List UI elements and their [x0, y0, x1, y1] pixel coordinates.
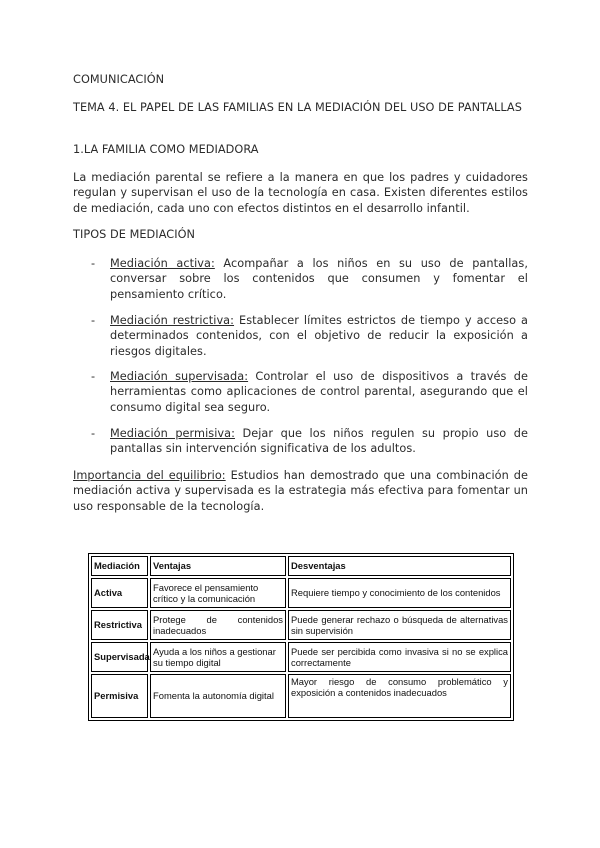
importance-text: Estudios han demostrado que una combinación de mediación activa y supervisada es la estrategia más efectiva para fomentar un uso responsable de la tecnología. [73, 469, 528, 513]
bullet-mediacion-permisiva [91, 426, 528, 457]
bullet-body [110, 426, 528, 457]
bullet-body [110, 256, 528, 302]
table-header-row [91, 556, 511, 576]
bullet-dash: - [91, 427, 96, 440]
cell-advantage: Protege de contenidos inadecuados [150, 610, 286, 640]
types-heading: TIPOS DE MEDIACIÓN [73, 228, 196, 241]
bullet-dash: - [91, 257, 96, 270]
bullet-dash: - [91, 314, 96, 327]
bullet-body [110, 369, 528, 415]
bullet-text: Establecer límites estrictos de tiempo y acceso a determinados contenidos, con el objetivo de reducir la exposición a riesgos digitales. [110, 314, 528, 358]
table-row [91, 578, 511, 608]
header-ventajas: Ventajas [150, 556, 286, 576]
bullet-mediacion-activa [91, 256, 528, 302]
section1-paragraph: La mediación parental se refiere a la manera en que los padres y cuidadores regulan y supervisan el uso de la tecnología en casa. Existen diferentes estilos de mediación, cada uno con efectos distintos en el desarrollo infantil. [73, 171, 528, 215]
bullet-text: Dejar que los niños regulen su propio uso de pantallas sin intervención significativa de los adultos. [110, 427, 528, 456]
header-desventajas: Desventajas [288, 556, 511, 576]
bullet-term: Mediación permisiva: [110, 427, 235, 440]
topic-title: TEMA 4. EL PAPEL DE LAS FAMILIAS EN LA MEDIACIÓN DEL USO DE PANTALLAS [73, 101, 522, 114]
mediation-table-wrapper [88, 553, 514, 721]
cell-mediation-type: Permisiva [91, 674, 148, 718]
bullet-body [110, 313, 528, 359]
cell-disadvantage: Requiere tiempo y conocimiento de los contenidos [288, 578, 511, 608]
importance-paragraph [73, 468, 528, 514]
bullet-term: Mediación restrictiva: [110, 314, 235, 327]
cell-advantage: Favorece el pensamiento crítico y la comunicación [150, 578, 286, 608]
cell-disadvantage: Puede generar rechazo o búsqueda de alternativas sin supervisión [288, 610, 511, 640]
subject-heading: COMUNICACIÓN [73, 73, 165, 86]
table-row [91, 610, 511, 640]
cell-mediation-type: Supervisada [91, 642, 148, 672]
cell-mediation-type: Activa [91, 578, 148, 608]
section1-heading: 1.LA FAMILIA COMO MEDIADORA [73, 143, 259, 156]
bullet-text: Acompañar a los niños en su uso de pantallas, conversar sobre los contenidos que consumen y fomentar el pensamiento crítico. [110, 257, 528, 301]
cell-disadvantage: Puede ser percibida como invasiva si no se explica correctamente [288, 642, 511, 672]
cell-disadvantage: Mayor riesgo de consumo problemático y exposición a contenidos inadecuados [288, 674, 511, 718]
cell-advantage: Ayuda a los niños a gestionar su tiempo digital [150, 642, 286, 672]
importance-term: Importancia del equilibrio: [73, 469, 226, 482]
bullet-term: Mediación supervisada: [110, 370, 249, 383]
cell-mediation-type: Restrictiva [91, 610, 148, 640]
bullet-term: Mediación activa: [110, 257, 215, 270]
table-row [91, 674, 511, 718]
cell-advantage: Fomenta la autonomía digital [150, 674, 286, 718]
header-mediacion: Mediación [91, 556, 148, 576]
bullet-mediacion-supervisada [91, 369, 528, 415]
table-row [91, 642, 511, 672]
bullet-dash: - [91, 370, 96, 383]
mediation-table [88, 553, 514, 721]
bullet-mediacion-restrictiva [91, 313, 528, 359]
bullet-text: Controlar el uso de dispositivos a través de herramientas como aplicaciones de control parental, asegurando que el consumo digital sea seguro. [110, 370, 528, 414]
